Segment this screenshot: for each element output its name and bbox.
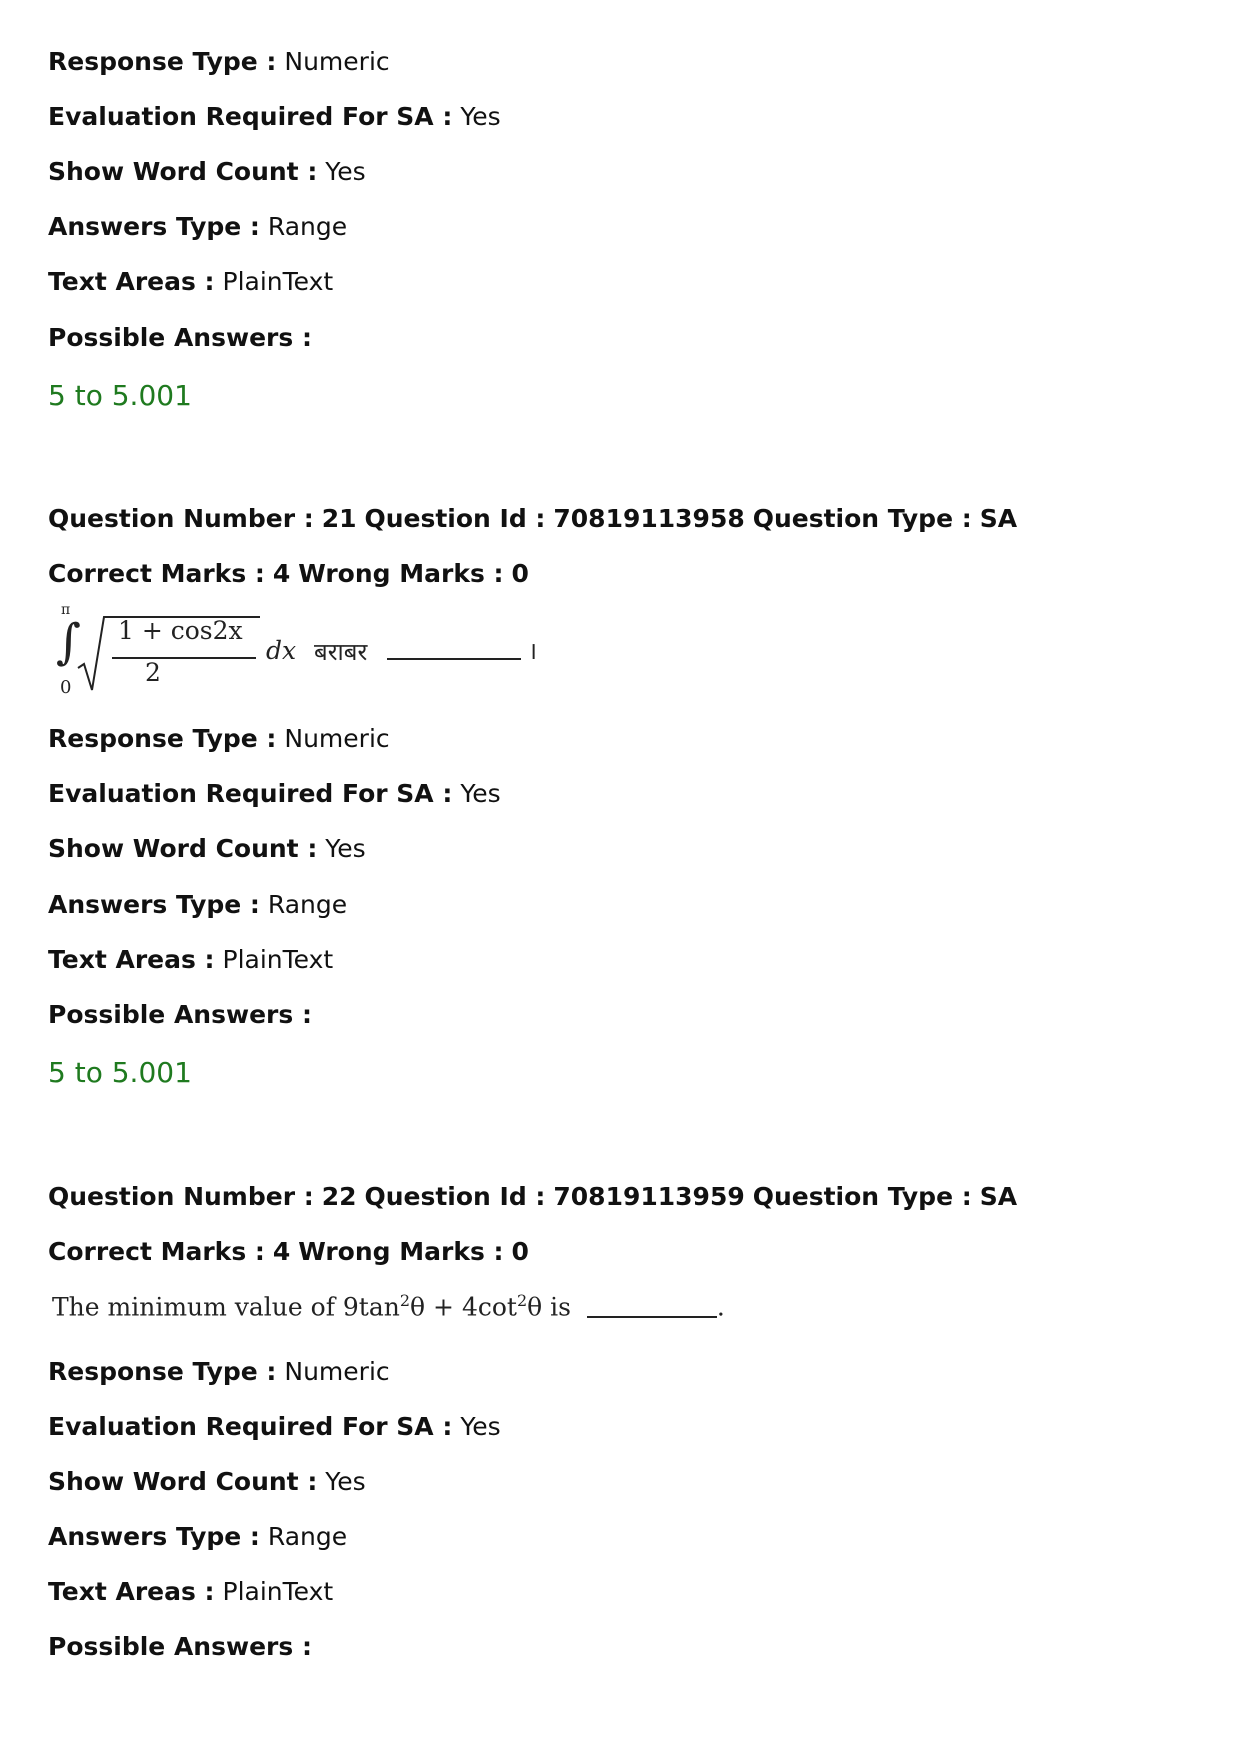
text-areas-label: Text Areas : [48, 945, 215, 974]
question-text-hindi: बराबर [314, 638, 368, 666]
possible-answers-row [48, 322, 312, 354]
correct-marks-label: Correct Marks : [48, 559, 265, 588]
response-type-label: Response Type : [48, 724, 277, 753]
question-text-prefix: The minimum value of 9tan [52, 1292, 400, 1322]
q21-possible-answer-value: 5 to 5.001 [48, 1056, 192, 1089]
response-type-label: Response Type : [48, 47, 277, 76]
answers-type-value: Range [267, 212, 348, 241]
text-areas-value: PlainText [222, 945, 334, 974]
question-id-value: 70819113958 [553, 504, 745, 533]
possible-answers-label: Possible Answers : [48, 1000, 312, 1029]
answers-type-value: Range [267, 1522, 348, 1551]
possible-answers-label: Possible Answers : [48, 323, 312, 352]
eval-required-value: Yes [460, 102, 501, 131]
question-type-label: Question Type : [752, 1182, 972, 1211]
answer-blank [387, 658, 521, 660]
show-word-count-label: Show Word Count : [48, 834, 318, 863]
wrong-marks-value: 0 [511, 1237, 529, 1266]
q21-response-type-row [48, 723, 390, 755]
q21-possible-answers-row [48, 999, 312, 1031]
question-text-end: . [716, 1292, 725, 1322]
q21-answers-type-row [48, 889, 347, 921]
wrong-marks-value: 0 [511, 559, 529, 588]
q21-marks [48, 558, 529, 590]
show-word-count-value: Yes [325, 834, 366, 863]
exponent-1: 2 [399, 1291, 411, 1310]
q22-question-text [52, 1284, 725, 1324]
text-areas-label: Text Areas : [48, 1577, 215, 1606]
wrong-marks-label: Wrong Marks : [298, 559, 504, 588]
eval-required-label: Evaluation Required For SA : [48, 1412, 453, 1441]
question-id-label: Question Id : [364, 504, 546, 533]
differential-dx: dx [266, 636, 297, 665]
q21-text-areas-row [48, 944, 333, 976]
fraction-denominator: 2 [145, 658, 161, 687]
integral-upper-limit: π [61, 602, 71, 618]
fraction-numerator: 1 + cos2x [118, 616, 243, 645]
text-areas-value: PlainText [222, 267, 334, 296]
integral-sign: ∫ [56, 614, 82, 670]
q22-text-areas-row [48, 1576, 333, 1608]
possible-answer-value: 5 to 5.001 [48, 379, 192, 412]
wrong-marks-label: Wrong Marks : [298, 1237, 504, 1266]
response-type-value: Numeric [284, 1357, 390, 1386]
q21-show-word-count-row [48, 833, 366, 865]
question-text-after: θ is [527, 1292, 571, 1322]
question-number-label: Question Number : [48, 1182, 314, 1211]
show-word-count-value: Yes [325, 157, 366, 186]
q22-possible-answers-row [48, 1631, 312, 1663]
show-word-count-row [48, 156, 366, 188]
q21-eval-required-row [48, 778, 501, 810]
response-type-row [48, 46, 390, 78]
q22-marks [48, 1236, 529, 1268]
q22-eval-required-row [48, 1411, 501, 1443]
eval-required-value: Yes [460, 779, 501, 808]
response-type-value: Numeric [284, 724, 390, 753]
eval-required-label: Evaluation Required For SA : [48, 779, 453, 808]
exponent-2: 2 [516, 1291, 528, 1310]
answer-blank [587, 1316, 717, 1318]
answers-type-label: Answers Type : [48, 890, 260, 919]
text-areas-value: PlainText [222, 1577, 334, 1606]
question-type-value: SA [979, 504, 1018, 533]
question-number-value: 21 [321, 504, 357, 533]
question-id-label: Question Id : [364, 1182, 546, 1211]
answers-type-label: Answers Type : [48, 1522, 260, 1551]
question-id-value: 70819113959 [553, 1182, 745, 1211]
danda-mark: । [528, 637, 538, 665]
answers-type-row [48, 211, 347, 243]
correct-marks-value: 4 [272, 559, 291, 588]
show-word-count-label: Show Word Count : [48, 1467, 318, 1496]
q21-question-math [52, 602, 538, 702]
text-areas-row [48, 266, 333, 298]
show-word-count-label: Show Word Count : [48, 157, 318, 186]
eval-required-label: Evaluation Required For SA : [48, 102, 453, 131]
q22-answers-type-row [48, 1521, 347, 1553]
show-word-count-value: Yes [325, 1467, 366, 1496]
response-type-value: Numeric [284, 47, 390, 76]
integral-lower-limit: 0 [60, 677, 72, 698]
q22-show-word-count-row [48, 1466, 366, 1498]
correct-marks-value: 4 [272, 1237, 291, 1266]
q21-header [48, 503, 1017, 535]
correct-marks-label: Correct Marks : [48, 1237, 265, 1266]
answers-type-label: Answers Type : [48, 212, 260, 241]
possible-answers-label: Possible Answers : [48, 1632, 312, 1661]
question-number-value: 22 [321, 1182, 357, 1211]
eval-required-value: Yes [460, 1412, 501, 1441]
answers-type-value: Range [267, 890, 348, 919]
question-text-middle: θ + 4cot [410, 1292, 517, 1322]
q22-response-type-row [48, 1356, 390, 1388]
q22-header [48, 1181, 1017, 1213]
question-number-label: Question Number : [48, 504, 314, 533]
eval-required-row [48, 101, 501, 133]
response-type-label: Response Type : [48, 1357, 277, 1386]
question-type-value: SA [979, 1182, 1018, 1211]
text-areas-label: Text Areas : [48, 267, 215, 296]
question-type-label: Question Type : [752, 504, 972, 533]
